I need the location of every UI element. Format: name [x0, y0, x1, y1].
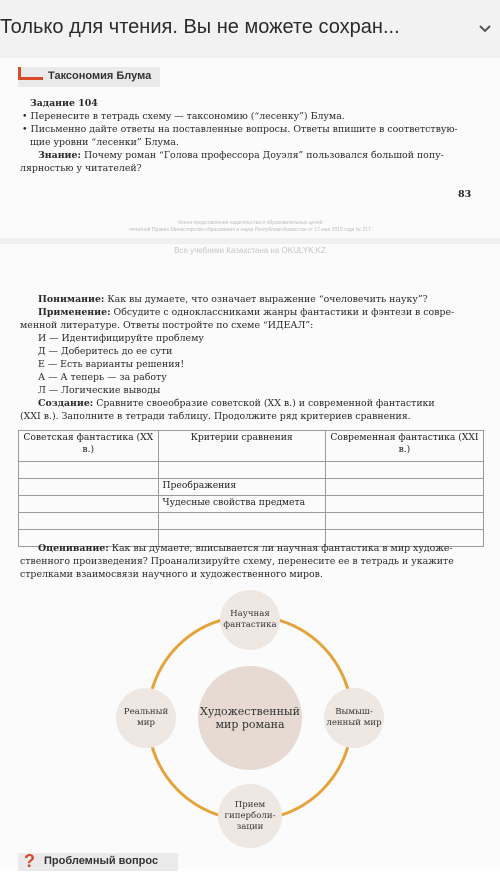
table-cell — [19, 513, 159, 530]
table-header-row — [19, 431, 484, 462]
copyright-line-2: печатной Правил Министерства образования и науки Республики Казахстан от 17 мая 2019 года № 217 — [129, 227, 371, 233]
ideal-item: А — А теперь — за работу — [38, 372, 167, 383]
question-mark-icon: ? — [24, 851, 35, 871]
world-diagram — [100, 588, 400, 858]
problem-question-header — [18, 853, 178, 871]
ideal-item: Е — Есть варианты решения! — [38, 359, 185, 370]
understanding-text: Как вы думаете, что означает выражение “очеловечить науку”? — [107, 294, 428, 305]
application-question — [38, 307, 454, 320]
evaluation-question — [38, 543, 453, 556]
table-cell — [19, 462, 159, 479]
section-marker — [18, 67, 43, 80]
table-cell — [325, 513, 483, 530]
task-bullet-1: • Перенесите в тетрадь схему — таксономию (“лесенку”) Блума. — [22, 111, 345, 122]
page-separator — [0, 238, 500, 244]
section-header — [18, 67, 160, 87]
read-only-banner-title: Только для чтения. Вы не можете сохран... — [0, 16, 400, 38]
table-cell — [325, 479, 483, 496]
table-cell — [325, 496, 483, 513]
table-row — [19, 513, 484, 530]
table-row — [19, 479, 484, 496]
knowledge-question — [38, 150, 444, 163]
table-row — [19, 462, 484, 479]
knowledge-label: Знание: — [38, 150, 81, 161]
knowledge-question-cont: лярностью у читателей? — [20, 163, 142, 174]
table-header: Критерии сравнения — [158, 431, 325, 462]
table-cell: Чудесные свойства предмета — [158, 496, 325, 513]
ideal-item: Л — Логические выводы — [38, 385, 161, 396]
problem-question-label: Проблемный вопрос — [44, 855, 159, 867]
bottom-node: Прием гиперболи-зации — [218, 784, 282, 848]
table-cell — [19, 479, 159, 496]
understanding-question — [38, 294, 428, 307]
document-page — [0, 58, 500, 869]
creation-question-cont: (XXI в.). Заполните в тетради таблицу. Продолжите ряд критериев сравнения. — [20, 411, 411, 422]
table-row — [19, 496, 484, 513]
task-bullet-2-text: Письменно дайте ответы на поставленные вопросы. Ответы впишите в соответствую- — [30, 124, 458, 135]
table-cell — [158, 462, 325, 479]
application-text: Обсудите с одноклассниками жанры фантастики и фэнтези в совре- — [113, 307, 455, 318]
copyright-line-1: Члена представления издательства и образовательных целей — [177, 220, 323, 226]
task-bullet-2-cont: щие уровни “лесенки” Блума. — [30, 137, 179, 148]
creation-text: Сравните своеобразие советской (XX в.) и современной фантастики — [96, 398, 435, 409]
task-heading: Задание 104 — [30, 98, 98, 109]
table-cell — [19, 496, 159, 513]
task-bullet-2: • Письменно дайте ответы на поставленные вопросы. Ответы впишите в соответствую- — [22, 124, 458, 135]
center-node: Художественный мир романа — [198, 666, 302, 770]
ideal-item: Д — Доберитесь до ее сути — [38, 346, 173, 357]
comparison-table — [18, 430, 484, 547]
section-title: Таксономия Блума — [48, 70, 152, 82]
evaluation-label: Оценивание: — [38, 543, 109, 554]
evaluation-question-cont: стрелками взаимосвязи научного и художественного миров. — [20, 569, 323, 580]
chevron-down-icon[interactable] — [476, 20, 494, 38]
knowledge-text: Почему роман “Голова профессора Доуэля” пользовался большой попу- — [83, 150, 444, 161]
read-only-banner — [0, 0, 500, 59]
top-node: Научная фантастика — [220, 590, 280, 650]
application-question-cont: менной литературе. Ответы постройте по схеме “ИДЕАЛ”: — [20, 320, 314, 331]
task-bullet-1-text: Перенесите в тетрадь схему — таксономию (“лесенку”) Блума. — [30, 111, 345, 122]
table-cell — [325, 462, 483, 479]
application-label: Применение: — [38, 307, 111, 318]
creation-question — [38, 398, 435, 411]
creation-label: Создание: — [38, 398, 94, 409]
right-node: Вымыш-ленный мир — [324, 688, 384, 748]
watermark: Все учебники Казахстана на OKULYK.KZ — [174, 246, 326, 255]
evaluation-question-cont: ственного произведения? Проанализируйте схему, перенесите ее в тетрадь и укажите — [20, 556, 454, 567]
page-number: 83 — [458, 189, 472, 200]
table-cell: Преображения — [158, 479, 325, 496]
left-node: Реальный мир — [116, 688, 176, 748]
table-cell — [158, 513, 325, 530]
understanding-label: Понимание: — [38, 294, 105, 305]
ideal-item: И — Идентифицируйте проблему — [38, 333, 204, 344]
evaluation-text: Как вы думаете, вписывается ли научная фантастика в мир художе- — [111, 543, 453, 554]
table-header: Советская фантастика (XX в.) — [19, 431, 159, 462]
table-header: Современная фантастика (XXI в.) — [325, 431, 483, 462]
